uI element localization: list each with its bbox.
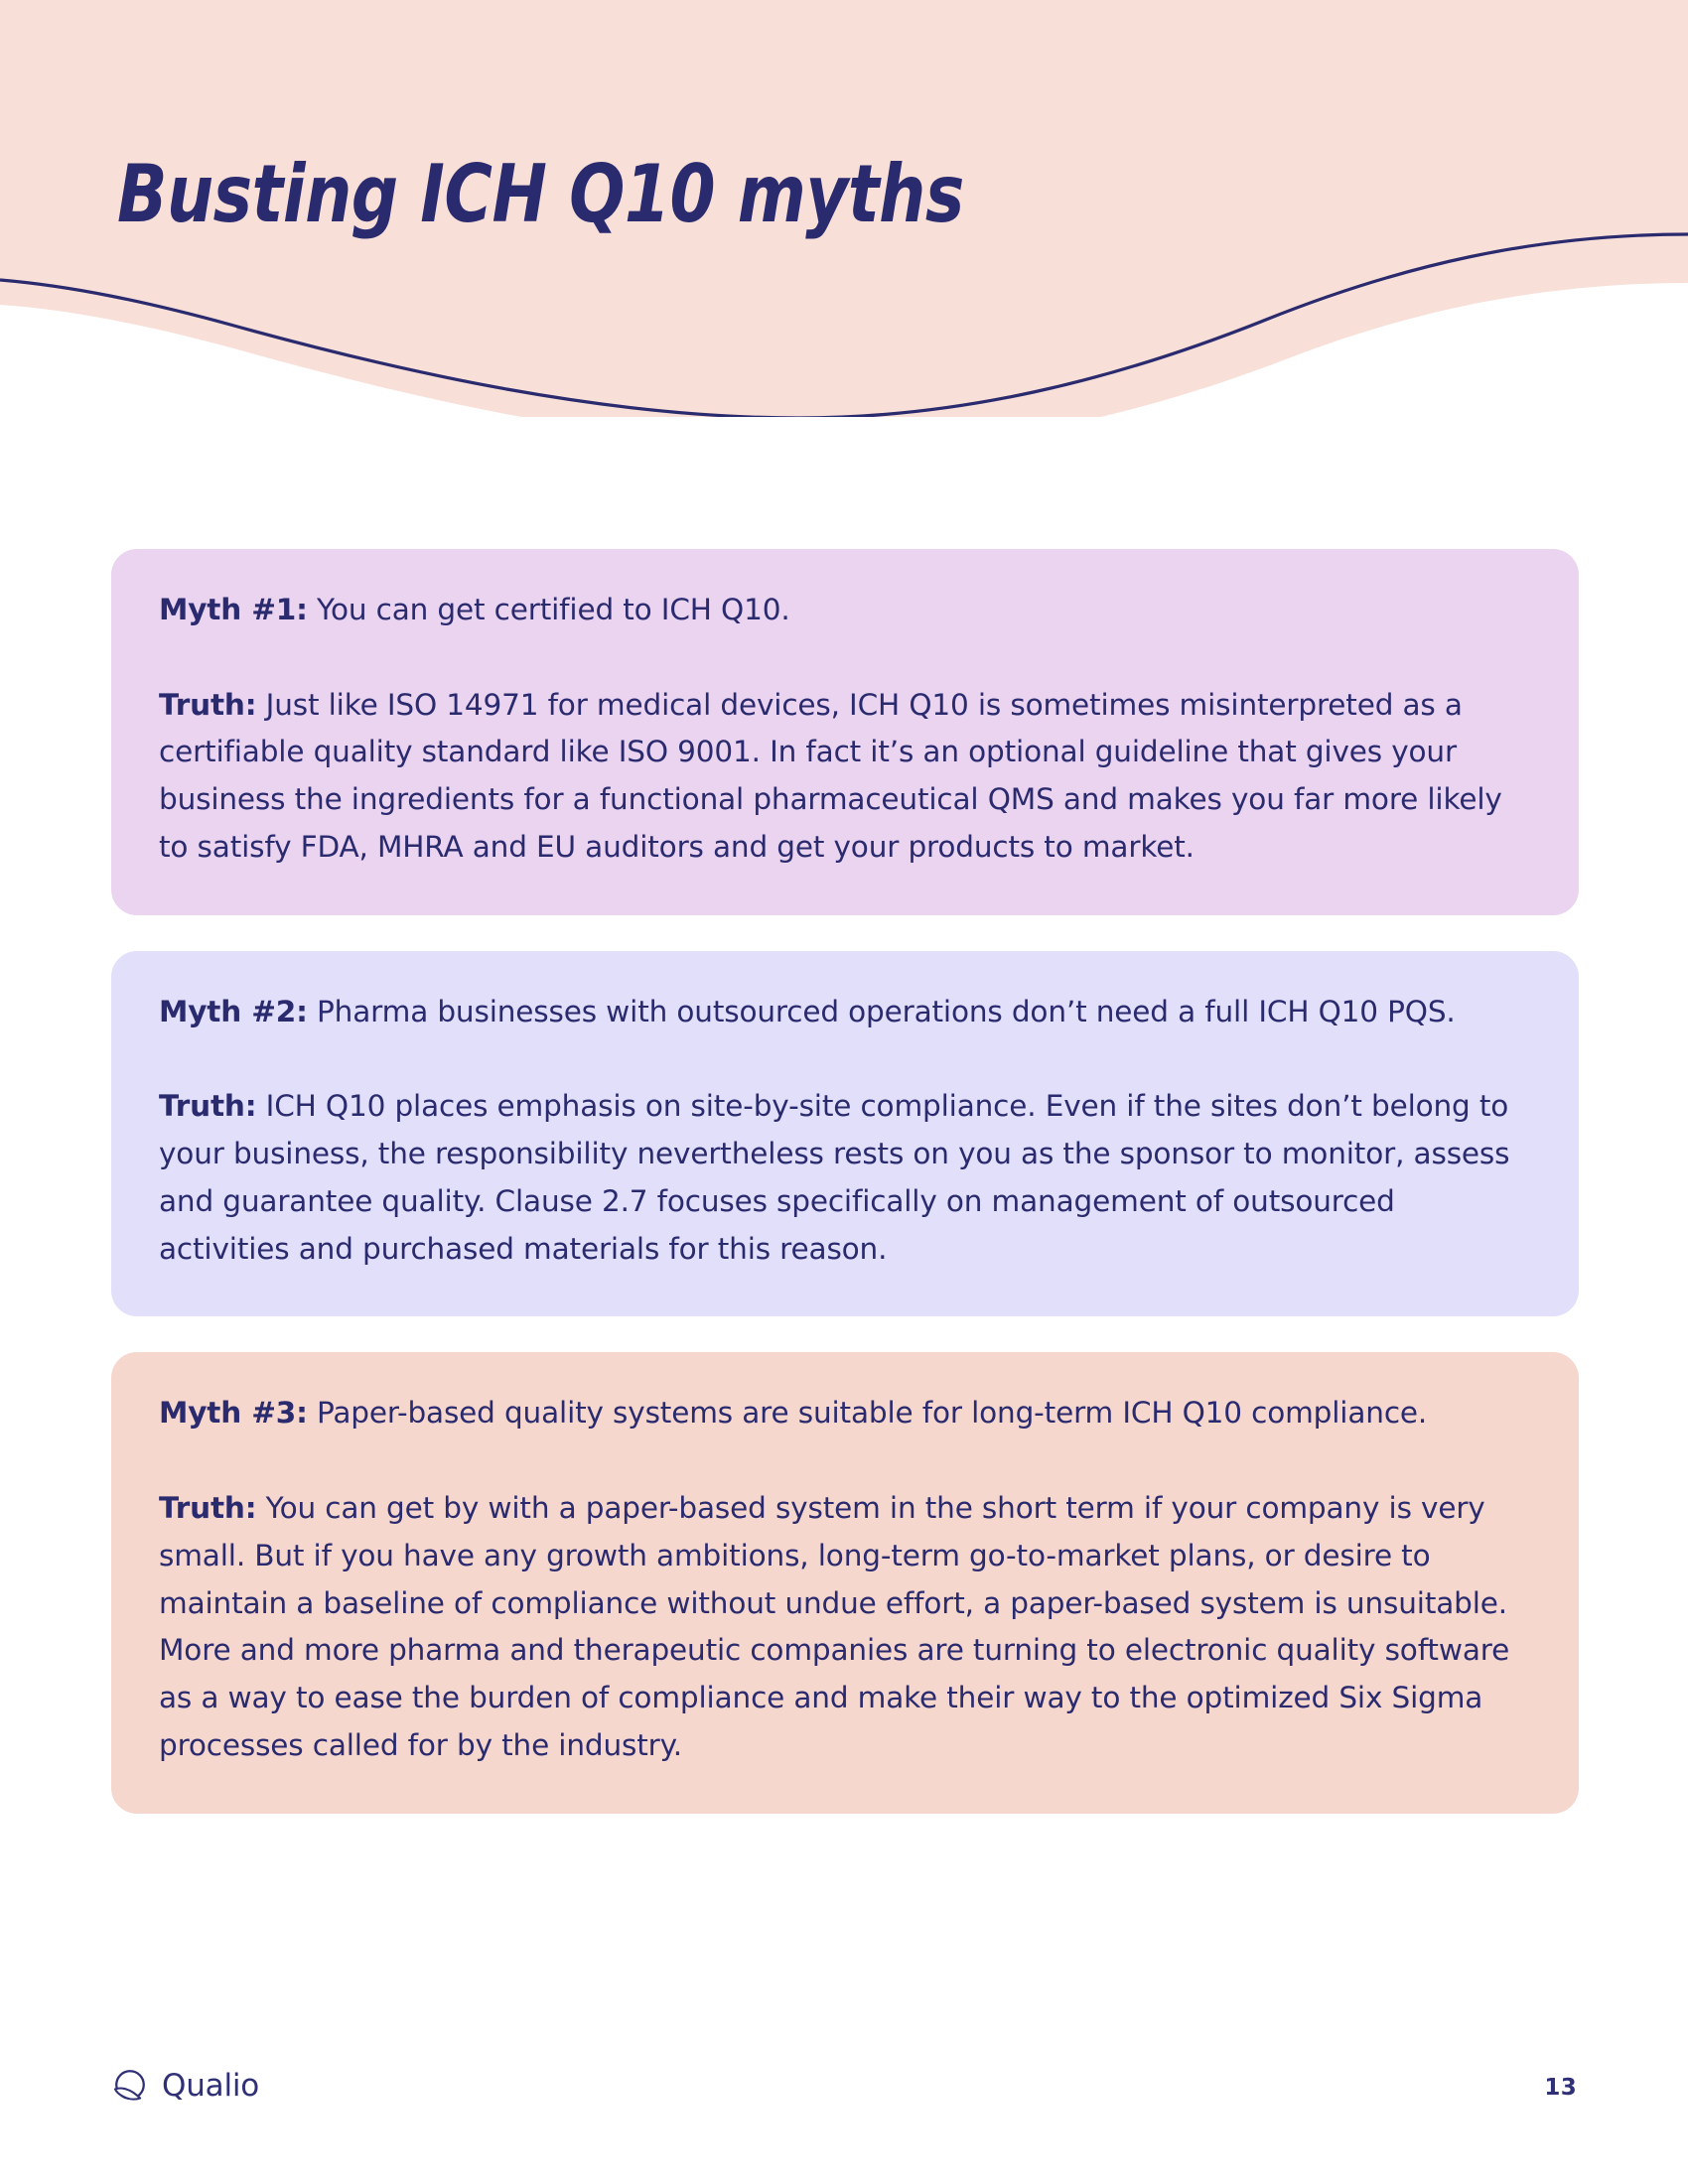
qualio-logo-icon bbox=[111, 2067, 149, 2105]
truth-statement-1 bbox=[159, 682, 1523, 872]
myth-label-1: Myth #1: bbox=[159, 593, 308, 626]
truth-body-1: Just like ISO 14971 for medical devices, ICH Q10 is sometimes misinterpreted as a certifiable quality standard like ISO 9001. In fact it’s an optional guideline that gives your business the ingredients for a functional pharmaceutical QMS and makes you far more likely to satisfy FDA, MHRA and EU auditors and get your products to market. bbox=[159, 687, 1502, 864]
myth-card-list bbox=[111, 549, 1579, 1814]
brand-name: Qualio bbox=[162, 2067, 260, 2104]
myth-card-3 bbox=[111, 1352, 1579, 1813]
myth-statement-3 bbox=[159, 1390, 1523, 1437]
truth-statement-3 bbox=[159, 1485, 1523, 1770]
myth-card-2 bbox=[111, 951, 1579, 1317]
page-number: 13 bbox=[1544, 2075, 1577, 2101]
brand-lockup bbox=[111, 2067, 259, 2105]
myth-label-2: Myth #2: bbox=[159, 994, 308, 1028]
truth-label-2: Truth: bbox=[159, 1089, 257, 1124]
myth-statement-2 bbox=[159, 989, 1523, 1036]
myth-statement-1 bbox=[159, 587, 1523, 634]
truth-label-3: Truth: bbox=[159, 1490, 257, 1525]
truth-label-1: Truth: bbox=[159, 687, 257, 722]
truth-body-2: ICH Q10 places emphasis on site-by-site compliance. Even if the sites don’t belong to your business, the responsibility nevertheless rests on you as the sponsor to monitor, assess and guarantee quality. Clause 2.7 focuses specifically on management of outsourced activities and purchased materials for this reason. bbox=[159, 1089, 1510, 1266]
truth-body-3: You can get by with a paper-based system in the short term if your company is very small. But if you have any growth ambitions, long-term go-to-market plans, or desire to maintain a baseline of compliance without undue effort, a paper-based system is unsuitable. More and more pharma and therapeutic companies are turning to electronic quality software as a way to ease the burden of compliance and make their way to the optimized Six Sigma processes called for by the industry. bbox=[159, 1490, 1510, 1762]
myth-label-3: Myth #3: bbox=[159, 1396, 308, 1431]
myth-body-1: You can get certified to ICH Q10. bbox=[307, 593, 790, 626]
page-title: Busting ICH Q10 myths bbox=[117, 147, 964, 240]
myth-body-2: Pharma businesses with outsourced operations don’t need a full ICH Q10 PQS. bbox=[307, 994, 1456, 1028]
myth-card-1 bbox=[111, 549, 1579, 915]
myth-body-3: Paper-based quality systems are suitable for long-term ICH Q10 compliance. bbox=[307, 1396, 1428, 1431]
page-footer bbox=[0, 2035, 1688, 2184]
truth-statement-2 bbox=[159, 1083, 1523, 1273]
